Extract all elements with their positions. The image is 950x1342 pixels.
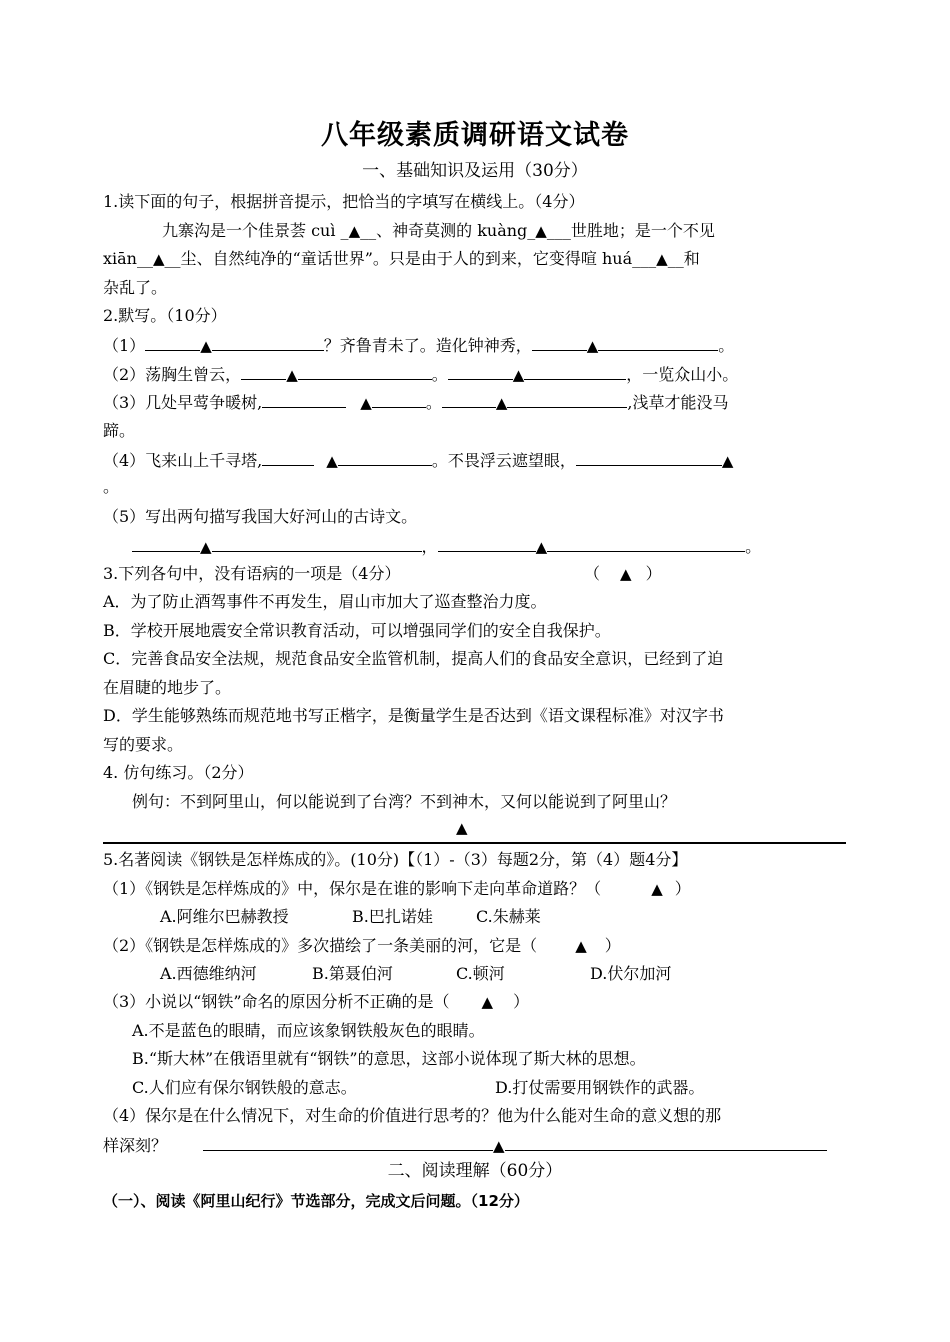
q2-item-4: （4）飞来山上千寻塔, ▲ 。不畏浮云遮望眼， ▲ [103, 451, 734, 470]
q2-stem: 2.默写。（10分） [103, 306, 227, 325]
q5-sub4-cont: 样深刻？ ▲ [103, 1134, 827, 1157]
q4-example: 例句：不到阿里山，何以能说到了台湾？不到神木，又何以能说到了阿里山？ [132, 792, 677, 811]
q4-stem: 4. 仿句练习。（2分） [103, 763, 254, 782]
q3-option-c: C．完善食品安全法规，规范食品安全监管机制，提高人们的食品安全意识，已经到了迫 [103, 649, 724, 668]
q3-option-c-cont: 在眉睫的地步了。 [103, 678, 232, 697]
q2-item-1: （1） ▲ ？齐鲁青未了。造化钟神秀， ▲ 。 [103, 336, 735, 355]
q1-line1: 九寨沟是一个佳景荟 cuì _▲__、神奇莫测的 kuàng_▲___世胜地；是一个不见 [162, 221, 715, 240]
q2-item-5: （5）写出两句描写我国大好河山的古诗文。 [103, 507, 418, 526]
q5-sub2-option: C.顿河 [456, 964, 505, 983]
q4-answer-marker: ▲ [456, 819, 468, 837]
q2-item-5-blanks: ▲ ， ▲ 。 [132, 535, 761, 558]
q5-sub1: （1）《钢铁是怎样炼成的》中，保尔是在谁的影响下走向革命道路？（ ▲ ） [103, 879, 691, 898]
q2-item-3: （3）几处早莺争暖树, ▲ 。 ▲ ,浅草才能没马 [103, 393, 729, 412]
q4-answer-line [103, 842, 846, 844]
q5-sub3-option-a: A.不是蓝色的眼睛，而应该象钢铁般灰色的眼睛。 [132, 1021, 485, 1040]
section-heading-1: 一、基础知识及运用（30分） [362, 161, 588, 181]
q5-sub3-option-d: D.打仗需要用钢铁作的武器。 [495, 1078, 705, 1097]
reading-1-heading: （一）、阅读《阿里山纪行》节选部分，完成文后问题。（12分） [103, 1192, 529, 1210]
q3-option-b: B．学校开展地震安全常识教育活动，可以增强同学们的安全自我保护。 [103, 621, 611, 640]
q5-sub3: （3）小说以“钢铁”命名的原因分析不正确的是（ ▲ ） [103, 992, 530, 1011]
q3-option-d-cont: 写的要求。 [103, 735, 184, 754]
q2-item-4-end: 。 [103, 477, 120, 496]
q5-sub2-option: B.第聂伯河 [312, 964, 393, 983]
q5-stem: 5.名著阅读《钢铁是怎样炼成的》。(10分)【（1）-（3）每题2分，第（4）题4分】 [103, 850, 688, 869]
section-heading-2: 二、阅读理解（60分） [387, 1161, 563, 1181]
q5-sub3-option-b: B.“斯大林”在俄语里就有“钢铁”的意思，这部小说体现了斯大林的思想。 [132, 1049, 646, 1068]
q5-sub2: （2）《钢铁是怎样炼成的》多次描绘了一条美丽的河，它是（ ▲ ） [103, 936, 621, 955]
q5-sub1-option: A.阿维尔巴赫教授 [160, 907, 289, 926]
q5-sub3-option-c: C.人们应有保尔钢铁般的意志。 [132, 1078, 357, 1097]
q2-item-2: （2）荡胸生曾云， ▲ 。 ▲ ，一览众山小。 [103, 365, 739, 384]
q3-stem: 3.下列各句中，没有语病的一项是（4分） [103, 564, 401, 583]
q1-stem: 1.读下面的句子，根据拼音提示，把恰当的字填写在横线上。（4分） [103, 192, 585, 211]
q2-item-3-cont: 蹄。 [103, 421, 136, 440]
q5-sub2-option: A.西德维纳河 [160, 964, 257, 983]
q5-sub4: （4）保尔是在什么情况下，对生命的价值进行思考的？他为什么能对生命的意义想的那 [103, 1106, 722, 1125]
q3-option-d: D．学生能够熟练而规范地书写正楷字，是衡量学生是否达到《语文课程标准》对汉字书 [103, 706, 724, 725]
q3-option-a: A．为了防止酒驾事件不再发生，眉山市加大了巡查整治力度。 [103, 592, 547, 611]
q5-sub2-option: D.伏尔加河 [590, 964, 672, 983]
q3-answer-slot: （ ▲ ） [584, 564, 662, 583]
q1-line3: 杂乱了。 [103, 278, 168, 297]
q5-sub1-option: C.朱赫莱 [476, 907, 541, 926]
exam-title: 八年级素质调研语文试卷 [321, 120, 629, 151]
q1-line2: xiān__▲__尘、自然纯净的“童话世界”。只是由于人的到来，它变得喧 huá___▲__和 [103, 249, 700, 268]
q5-sub1-option: B.巴扎诺娃 [352, 907, 433, 926]
